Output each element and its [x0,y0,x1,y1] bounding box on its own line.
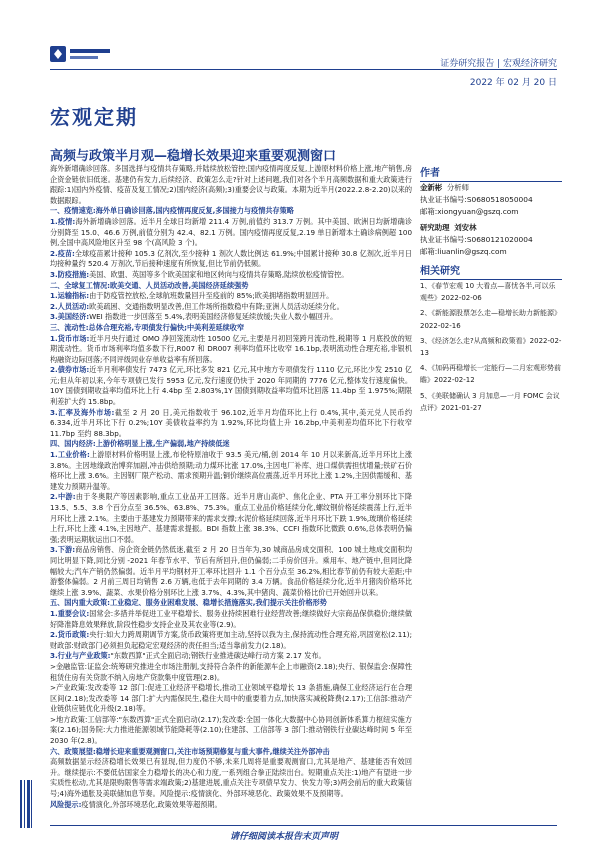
paragraph-text: 美国、欧盟、英国等多个欧美国家和地区转向与疫情共存策略,陆续放松疫情管控。 [89,269,349,279]
paragraph-label: 3.下游: [50,545,76,555]
paragraph-label: 2.疫苗: [50,248,75,258]
paragraph [50,545,412,598]
paragraph-text: WEI 指数进一步回落至 5.4%,表明美国经济修复延续放缓;失业人数小幅回升。 [89,312,338,322]
paragraph-label: 2.人员活动: [50,301,90,311]
report-type: 宏观定期 [50,105,138,129]
related-heading: 相关研究 [420,262,562,280]
paragraph-label: 1.运输指标: [50,291,90,301]
paragraph: >金融监管:证监会:统筹研究推进全市场注册制,支持符合条件的新能源车企上市融资(2.18);央行、银保监会:保障性租赁住房有关贷款不纳入房地产贷款集中度管理(2.8)。 [50,661,412,682]
main-body [50,164,412,809]
paragraph: 高频数据显示经济稳增长效果已有显现,但力度仍不够,未来几周将是重要观测窗口,尤其是地产、基建能否有效回升。继续提示:不要低估国家全力稳增长的决心和力度,一系列组合拳正陆续出台。短期重点关注:1)地产有望进一步实质性松动,尤其是限购限售等需求端政策;2)基建进展,重点关注专项债早发力、快发力等;3)两会前后的重大政策信号;4)海外通胀及美联储加息节奏。风险提示:疫情演化、外部环境恶化、政策效果不及预期等。 [50,757,412,799]
paragraph [50,630,412,651]
paragraph-text: 由于防疫管控放松,全球航班数量回升至疫前的 85%;欧美拥堵指数明显回升。 [89,291,334,301]
paragraph-label: 1.货币市场: [50,333,90,343]
section-heading: 三、流动性:总体合理充裕,专项债发行偏快;中美利差延续收窄 [50,322,245,332]
paragraph-label: 1.重要会议: [50,608,90,618]
related-item[interactable]: 4、《加码再稳增长一定能行—二月宏观形势前瞻》2022-02-12 [420,364,561,385]
paragraph-label: 1.疫情: [50,216,76,226]
section-heading: 一、疫情速览:海外单日确诊回落,国内疫情再度反复,多国接力与疫情共存策略 [50,206,294,216]
authors-heading: 作者 [420,164,562,182]
paragraph [50,408,412,440]
paragraph-text: 海外新增确诊回落。近半月全球日均新增 211.4 万例,前值约 313.7 万例。其中美国、欧洲日均新增确诊分别降至 15.0、46.6 万例,前值分别为 42.4、82.1 万例。国内疫情再度反复,2.19 单日新增本土确诊病例超 100 例,全国中高风险地区升至 98 个(高风险 3 个)。 [50,216,412,248]
risk-paragraph [50,800,412,811]
paragraph-text: "东数西算"正式全面启动;钢铁行业推进碳达峰行动方案 2.17 发布。 [110,651,326,661]
report-title: 高频与政策半月观—稳增长效果迎来重要观测窗口 [50,149,337,164]
author-cert: 执业证书编号:S0680121020004 [420,235,533,244]
author-role: 分析师 [446,183,470,192]
author-email[interactable]: 邮箱:liuanlin@gszq.com [420,247,507,256]
paragraph-label: 2.债券市场: [50,365,90,375]
paragraph [50,249,412,270]
paragraph [50,450,412,492]
barcode-icon [18,780,34,828]
paragraph [50,651,412,662]
paragraph-text: 由于冬奥限产等因素影响,重点工业品开工回落。近半月唐山高炉、焦化企业、PTA 开工率分别环比下降 13.5、5.5、3.8 个百分点至 36.5%、63.8%、75.3%。重点工业品价格延续分化,螺纹钢价格延续震荡上行,近半月环比上涨 2.1%。主要由于基建发力预期带来的需求支撑;水泥价格延续回落,近半月环比下跌 1.9%,玻璃价格延续上行,环比上涨 4.1%,主因地产、基建需求提振。BDI 指数上涨 38.3%、CCFI 指数环比微跌 0.6%,总体表明仍偏强;表明运期航运出口不弱。 [50,492,412,544]
paragraph [50,217,412,249]
paragraph: >产业政策:发改委等 12 部门:促进工业经济平稳增长,推动工业领域平稳增长 13 条措施,确保工业经济运行在合理区间(2.18);发改委等 14 部门:扩大内需保民生,稳住大局中的重要着力点,加快落实减税降费(2.17);工信部:推动产业链供应链优化升级(2.18)等。 [50,683,412,714]
paragraph-label: 3.美国经济: [50,312,90,322]
company-logo [50,44,114,64]
section-heading: 六、政策展望:稳增长迎来重要观测窗口,关注市场预期修复与重大事件,继续关注外部冲击 [50,746,330,756]
paragraph-label: 1.工业价格: [50,450,90,460]
related-item[interactable]: 1、《春节宏观 10 大看点—喜忧各半,可以乐观些》2022-02-06 [420,282,556,303]
author-email[interactable]: 邮箱:xiongyuan@gszq.com [420,207,519,216]
paragraph-label: 风险提示: [50,799,82,809]
paragraph-label: 2.货币政策: [50,630,90,640]
paragraph-label: 3.防疫措施: [50,269,90,279]
paragraph [50,365,412,407]
paragraph-text: 上游原材料价格明显上涨,布伦特原油收于 93.5 美元/桶,创 2014 年 10 月以来新高,近半月环比上涨 3.8%。主因地缘政治博弈加剧,冲击供给预期;动力煤环比涨 17.0%,主因电厂补库、进口煤供需担忧增量;铁矿石价格环比上涨 3.6%。主因钢厂限产松动、需求预期升温;铜价继续高位震荡,近半月环比上涨 1.2%,主因供需缓和、基建发力预期升温等。 [50,450,412,491]
paragraph-text: 央行:如大力跨周期调节方案,货币政策将更加主动,坚持以我为主,保持流动性合理充裕,巩固宽松(2.11);财政部:财政部门必须担负起稳定宏观经济的责任担当;适当靠前发力(2.18)。 [50,630,412,650]
paragraph [50,270,412,281]
intro-paragraph: 海外新增确诊回落。多国选择与疫情共存策略,并陆续放松管控;国内疫情再度反复,上游原材料价格上涨,地产销售,房企资金链依旧低迷。基建仍有发力,后续经济、政策怎么走?针对上述问题,我们对各个半月高频数据和重大政策进行跟踪:1)国内外疫情、疫苗及复工情况;2)国内经济(高频);3)重要会议与政策。本期为近半月(2022.2.8-2.20)以来的数据跟踪。 [50,164,412,205]
paragraph-label: 2.中游: [50,492,76,502]
paragraph-label: 3.行业与产业政策: [50,651,111,661]
paragraph [50,312,412,323]
sidebar [420,164,562,417]
author-name: 金新彬 [420,183,443,192]
author-name: 刘安林 [454,223,477,232]
paragraph-text: 截至 2 月 20 日,美元指数收于 96.102,近半月均值环比上行 0.4%,其中,美元兑人民币约 6.334,近半月环比下行 0.2%;10Y 美债收益率约为 1.92%,环比均值上升 16.2bp,中美利差均值环比下行收窄 11.7bp 至约 88.3bp。 [50,407,412,438]
author-cert: 执业证书编号:S0680518050004 [420,195,533,204]
footer-disclaimer: 请仔细阅读本报告末页声明 [230,832,339,842]
paragraph-text: 全球疫苗累计接种 105.3 亿剂次,至少接种 1 剂次人数比例达 61.9%;中国累计接种 30.8 亿剂次,近半月日均接种量约 520.4 万剂次,节后接种速度有所恢复,但比节前仍低频。 [50,248,412,269]
paragraph-text: 国常会:多措并举促进工业平稳增长、服务业持续困难行业经营改善;继续做好大宗商品保供稳价;继续做好降准降息效果释放,阶段性稳步支持企业及其农业等(2.9)。 [50,608,412,629]
paragraph: >地方政策:工信部等:"东数西算"正式全面启动(2.17);发改委:全国一体化大数据中心协同创新体系算力枢纽实施方案(2.16);国务院:大力推进能源领域节能降耗等(2.10);住建部、工信部等 3 部门:推动钢铁行业碳达峰时间 5 年至 2030 年(2.8)。 [50,714,412,746]
paragraph-label: 3.汇率及海外市场: [50,407,115,417]
section-heading: 五、国内重大政策:工业稳定、服务业困难发展、稳增长措施落实,我们提示关注价格形势 [50,598,327,608]
paragraph [50,492,412,545]
related-item[interactable]: 5、《美联储确认 3 月加息—一月 FOMC 会议点评》2021-01-27 [420,391,560,412]
paragraph-text: 疫情演化,外部环境恶化,政策效果等超预期。 [81,799,222,809]
paragraph-text: 商品房销售、房企资金链仍然低迷,截至 2 月 20 日当年为,30 城商品房成交面积、100 城土地成交面积均同比明显下降,同比分别 -2021 年春节水平、节后有所回升,但仍偏弱;二手房价回升。乘用车、地产链中,但同比降幅较大;汽车产销仍然偏弱。近半月平均钢材开工率环比回升 1.1 个百分点至 36.2%,相比春节前仍有较大差距;中游整体偏弱。2 月前三周日均销售 2.6 万辆,也低于去年同期的 3.4 万辆。食品价格延续分化,近半月猪肉价格环比继续上涨 3.9%、蔬菜、水果价格分别环比上涨 3.7%、4.3%,其中猪肉、蔬菜价格比价已开始回升以来。 [50,545,412,597]
footer-rule [50,825,557,826]
paragraph [50,302,412,313]
paragraph [50,609,412,630]
related-item[interactable]: 2、《新能源股票怎么走—稳增长助力新能源》2022-02-16 [420,309,561,330]
header-rule [50,69,557,70]
author-role: 研究助理 [420,223,450,232]
report-date: 2022 年 02 月 20 日 [469,78,557,88]
paragraph-text: 欧美疏困、交通指数明显改善,但工作场所指数稳中有降;亚洲人员活动延续分化。 [89,301,344,311]
paragraph [50,291,412,302]
paragraph-text: 近半月利率债发行 7473 亿元,环比多发 821 亿元,其中地方专项债发行 1110 亿元,环比少发 2510 亿元;但从年初以来,今年专项债已发行 5953 亿元,发行速度仍快于 2020 年同期的 7776 亿元,整体发行速度偏快。10Y 国债到期收益率均值环比上行 4.4bp 至 2.803%,1Y 国债到期收益率均值环比回落 11.4bp 至 1.975%;期限利差扩大约 15.8bp。 [50,365,412,407]
paragraph-text: 近半月央行通过 OMO 净回笼流动性 10500 亿元,主要是月初回笼跨月流动性,税期等 1 月底投放的短期流动性。货币市场利率均值多数下行,R007 和 DR007 利率均值环比收窄 16.1bp,表明流动性合理充裕,非银机构融资边际回落;不同评级同业存单收益率有所回落。 [50,333,412,364]
section-heading: 四、国内经济:上游价格明显上涨,生产偏弱,地产持续低迷 [50,439,230,449]
section-heading: 二、全球复工情况:欧美交通、人员活动改善,美国经济延续强势 [50,280,249,290]
header-tag: 证券研究报告 | 宏观经济研究 [440,59,557,69]
related-item[interactable]: 3、《经济怎么走?从高频和政策看》2022-02-13 [420,336,562,358]
paragraph [50,334,412,366]
